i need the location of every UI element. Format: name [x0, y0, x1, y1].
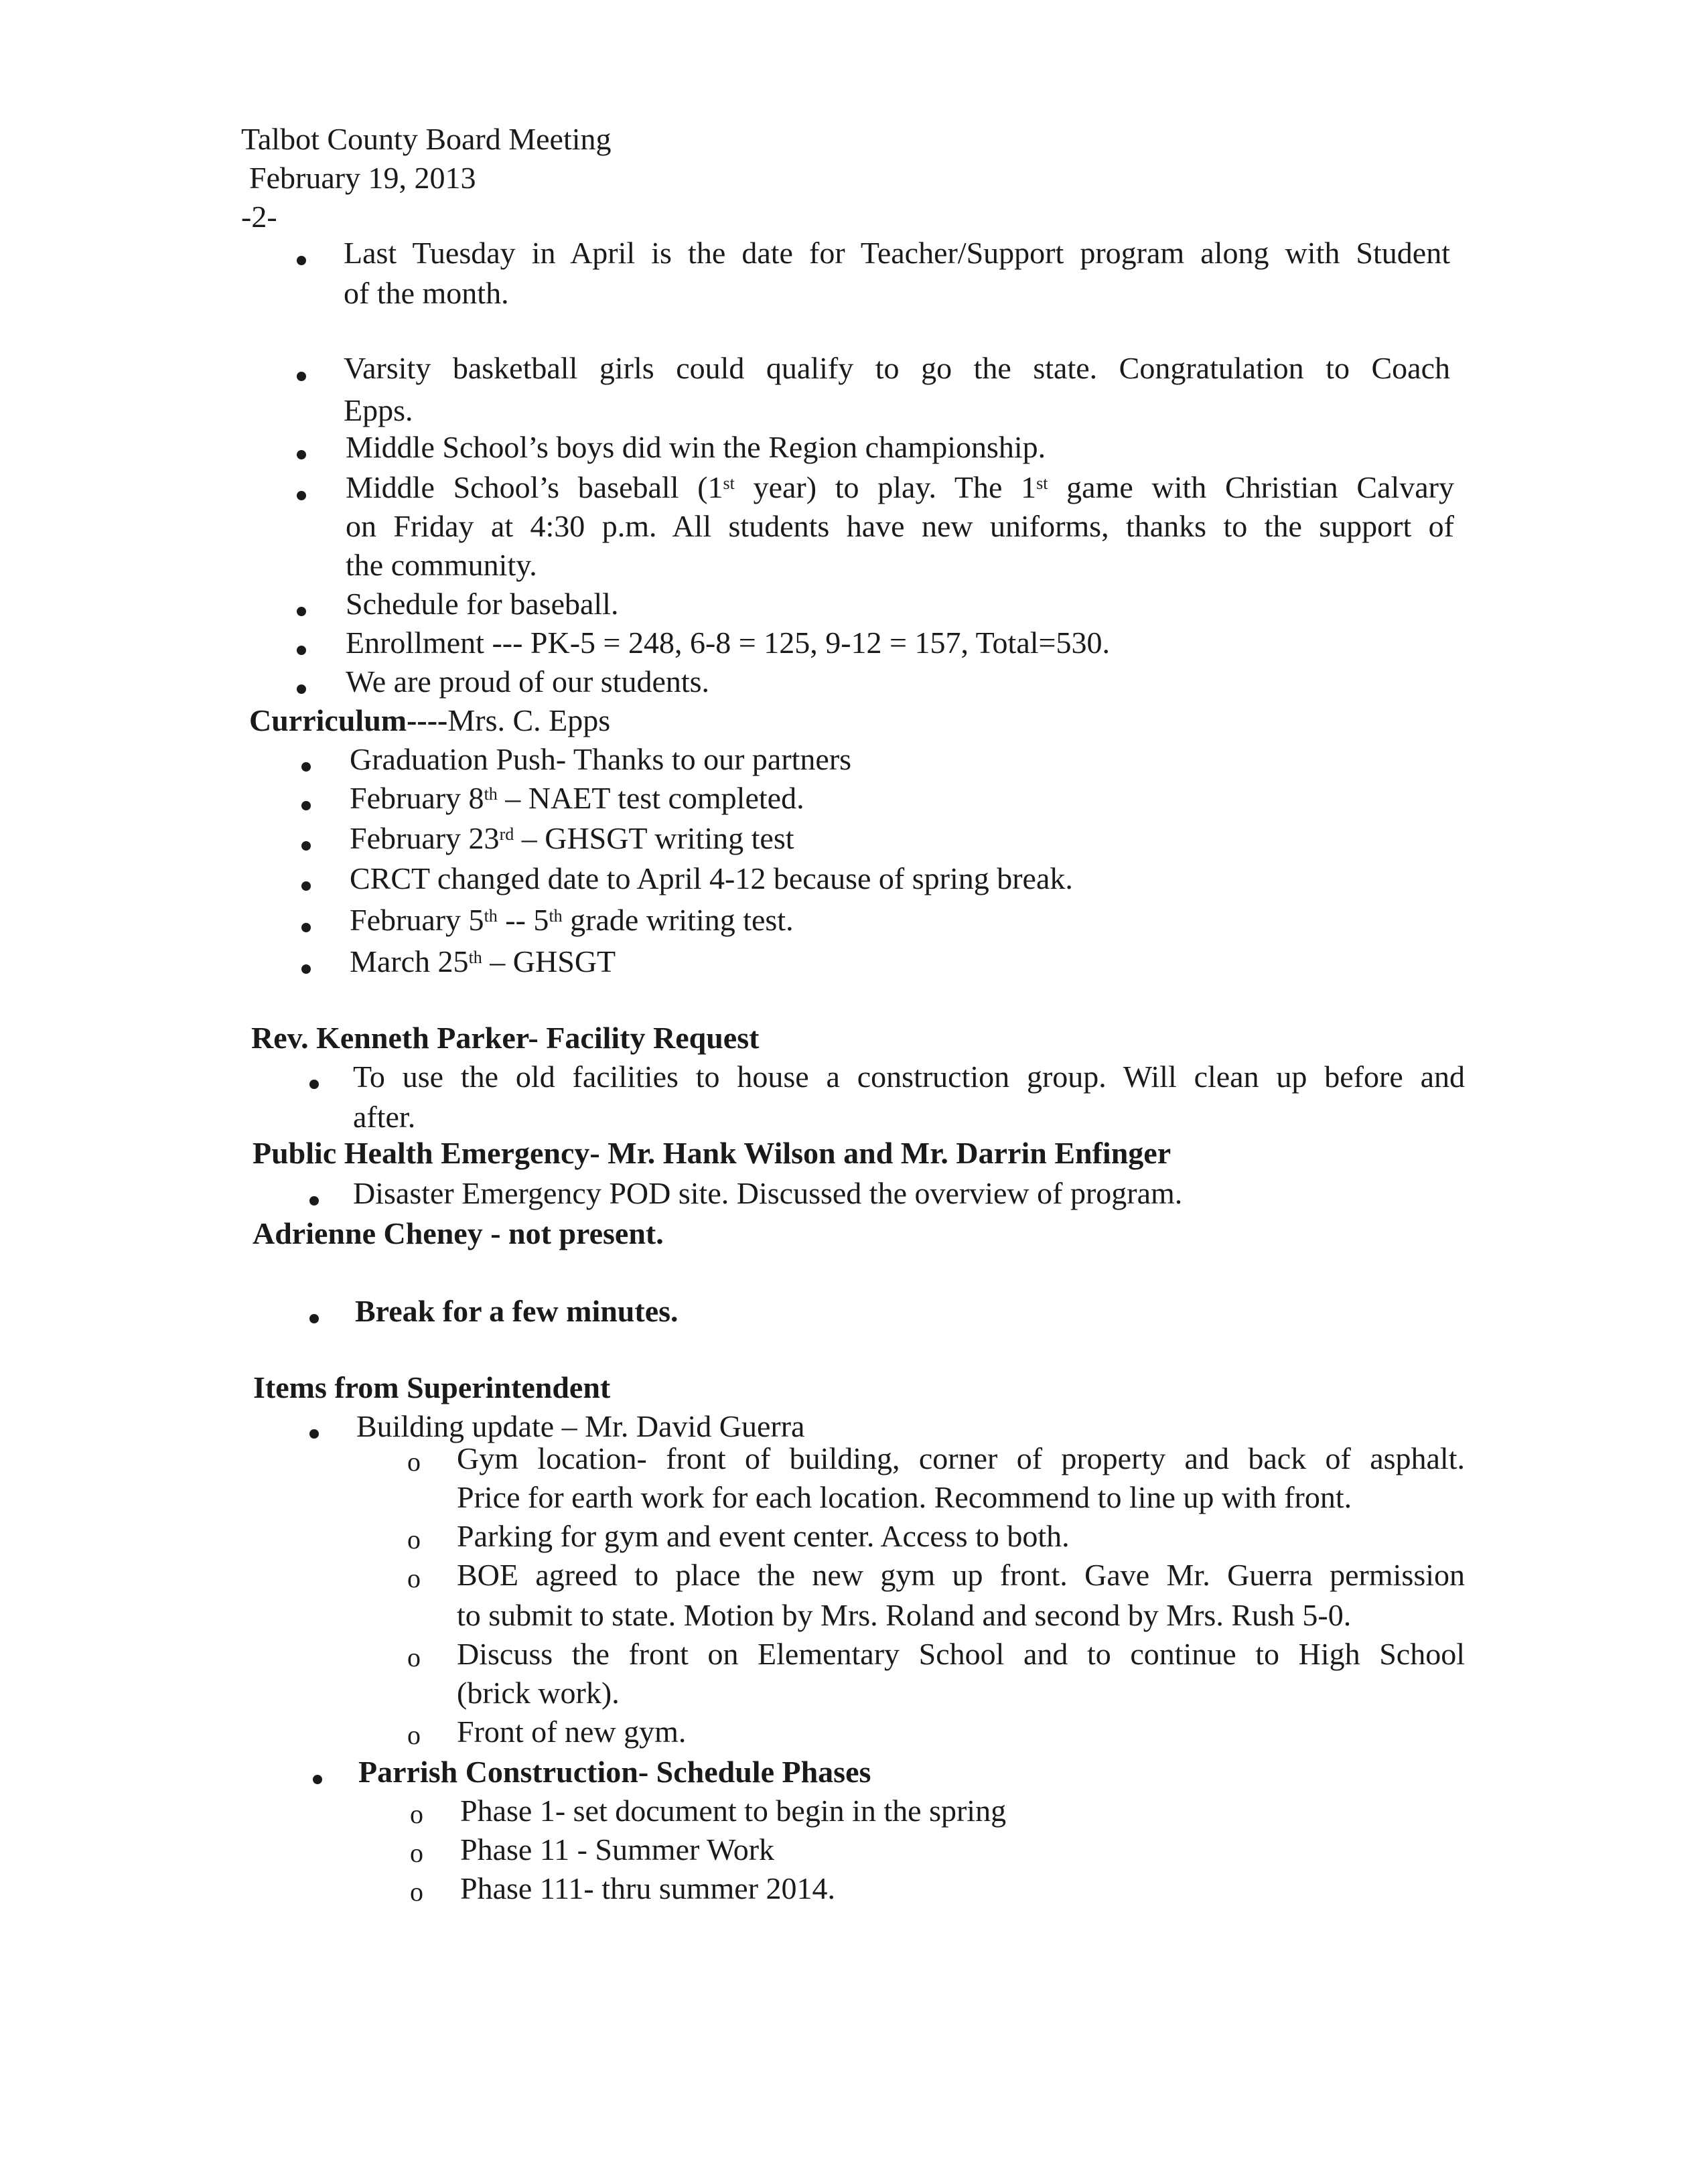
- sub-item-parking: Parking for gym and event center. Access to both.: [457, 1519, 1070, 1553]
- sub-bullet-marker: o: [407, 1447, 421, 1477]
- section-heading-facility: Rev. Kenneth Parker- Facility Request: [251, 1021, 760, 1055]
- list-item-proud: We are proud of our students.: [346, 664, 710, 699]
- section-heading-superintendent: Items from Superintendent: [253, 1370, 611, 1404]
- bullet-marker: [301, 762, 311, 772]
- list-item-continuation: the community.: [346, 548, 537, 582]
- list-item-basketball: Varsity basketball girls could qualify to go the state. Congratulation to Coach: [344, 351, 1450, 385]
- sub-bullet-marker: o: [407, 1642, 421, 1672]
- bullet-marker: [301, 801, 311, 810]
- list-item-writing-test: February 5th -- 5th grade writing test.: [350, 903, 794, 937]
- sub-bullet-marker: o: [410, 1799, 423, 1829]
- sub-item-phase-11: Phase 11 - Summer Work: [460, 1832, 775, 1867]
- list-item-building-update: Building update – Mr. David Guerra: [356, 1409, 805, 1443]
- bullet-marker: [301, 964, 311, 974]
- sub-item-continuation: (brick work).: [457, 1676, 620, 1710]
- bullet-marker: [297, 372, 306, 381]
- sub-item-continuation: Price for earth work for each location. Recommend to line up with front.: [457, 1480, 1352, 1514]
- page-number: -2-: [241, 200, 277, 234]
- sub-item-phase-111: Phase 111- thru summer 2014.: [460, 1871, 836, 1905]
- document-date: February 19, 2013: [249, 161, 476, 195]
- bullet-marker: [297, 450, 306, 459]
- bullet-marker: [309, 1080, 319, 1089]
- sub-bullet-marker: o: [407, 1524, 421, 1554]
- sub-bullet-marker: o: [410, 1838, 423, 1868]
- sub-item-phase-1: Phase 1- set document to begin in the spring: [460, 1794, 1007, 1828]
- section-heading-public-health: Public Health Emergency- Mr. Hank Wilson and Mr. Darrin Enfinger: [253, 1136, 1171, 1170]
- bullet-marker: [297, 684, 306, 694]
- bullet-marker: [309, 1314, 319, 1323]
- list-item-break: Break for a few minutes.: [355, 1294, 679, 1328]
- document-org-title: Talbot County Board Meeting: [241, 122, 612, 156]
- list-item-continuation: of the month.: [344, 276, 509, 310]
- list-item-parrish: Parrish Construction- Schedule Phases: [358, 1755, 871, 1789]
- bullet-marker: [297, 256, 306, 265]
- list-item-continuation: on Friday at 4:30 p.m. All students have new uniforms, thanks to the support of: [346, 509, 1454, 543]
- list-item-baseball: Middle School’s baseball (1st year) to play. The 1st game with Christian Calvary: [346, 470, 1454, 504]
- list-item-enrollment: Enrollment --- PK-5 = 248, 6-8 = 125, 9-12 = 157, Total=530.: [346, 626, 1110, 660]
- sub-bullet-marker: o: [407, 1720, 421, 1750]
- sub-item-elementary: Discuss the front on Elementary School and to continue to High School: [457, 1637, 1465, 1671]
- bullet-marker: [297, 607, 306, 616]
- list-item-continuation: after.: [353, 1100, 416, 1134]
- sub-item-front-gym: Front of new gym.: [457, 1715, 687, 1749]
- bullet-marker: [297, 491, 306, 500]
- sub-bullet-marker: o: [407, 1563, 421, 1593]
- section-heading-cheney: Adrienne Cheney - not present.: [253, 1216, 664, 1250]
- bullet-marker: [301, 923, 311, 932]
- list-item-pod-site: Disaster Emergency POD site. Discussed the overview of program.: [353, 1176, 1183, 1210]
- list-item-schedule: Schedule for baseball.: [346, 587, 619, 621]
- list-item-crct: CRCT changed date to April 4-12 because of spring break.: [350, 861, 1073, 895]
- list-item-ghsgt-writing: February 23rd – GHSGT writing test: [350, 821, 794, 855]
- bullet-marker: [309, 1429, 319, 1439]
- list-item-continuation: Epps.: [344, 393, 413, 427]
- bullet-marker: [297, 646, 306, 655]
- sub-bullet-marker: o: [410, 1877, 423, 1907]
- sub-item-boe: BOE agreed to place the new gym up front. Gave Mr. Guerra permission: [457, 1558, 1465, 1592]
- bullet-marker: [301, 841, 311, 851]
- section-heading-curriculum: Curriculum----Mrs. C. Epps: [249, 703, 611, 737]
- list-item-graduation: Graduation Push- Thanks to our partners: [350, 742, 852, 776]
- sub-item-gym-location: Gym location- front of building, corner of property and back of asphalt.: [457, 1441, 1465, 1475]
- list-item-facility: To use the old facilities to house a construction group. Will clean up before and: [353, 1060, 1465, 1094]
- list-item-teacher-support: Last Tuesday in April is the date for Teacher/Support program along with Student: [344, 236, 1450, 270]
- list-item-march-ghsgt: March 25th – GHSGT: [350, 944, 616, 978]
- list-item-region: Middle School’s boys did win the Region championship.: [346, 430, 1046, 464]
- bullet-marker: [313, 1775, 322, 1784]
- bullet-marker: [309, 1196, 319, 1206]
- sub-item-continuation: to submit to state. Motion by Mrs. Roland and second by Mrs. Rush 5-0.: [457, 1598, 1352, 1632]
- list-item-naet: February 8th – NAET test completed.: [350, 781, 804, 815]
- bullet-marker: [301, 881, 311, 891]
